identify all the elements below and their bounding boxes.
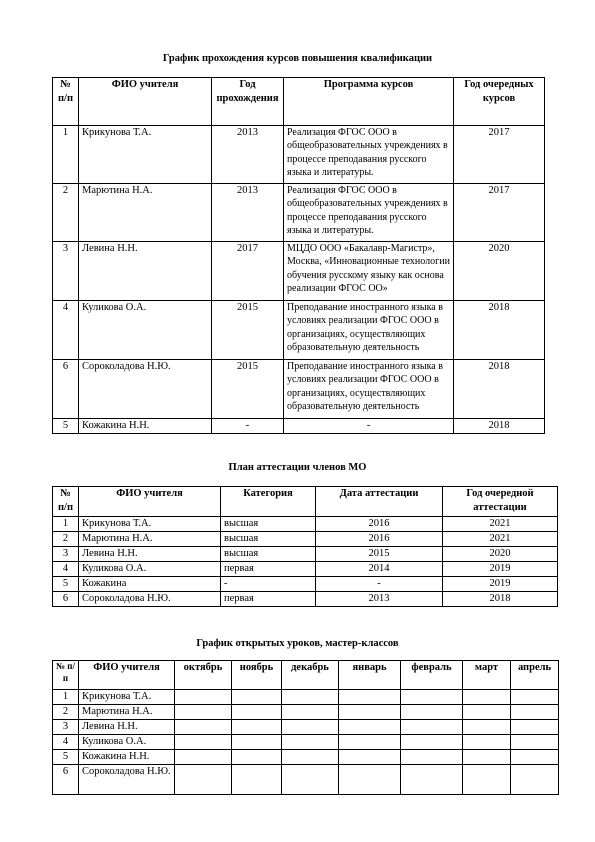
cell-march	[463, 690, 511, 705]
col-march: март	[463, 661, 511, 690]
teacher-name: Кожакина Н.Н.	[79, 419, 212, 434]
table-row	[53, 720, 559, 735]
next-attestation: 2020	[443, 547, 558, 562]
year-completed: 2013	[212, 184, 284, 242]
row-number: 3	[53, 547, 79, 562]
col-january: январь	[339, 661, 401, 690]
table-row	[53, 735, 559, 750]
cell-march	[463, 735, 511, 750]
col-attestation-date: Дата аттестации	[316, 487, 443, 517]
cell-april	[511, 765, 559, 795]
cell-november	[232, 765, 282, 795]
cell-october	[175, 750, 232, 765]
cell-january	[339, 735, 401, 750]
year-completed: 2017	[212, 242, 284, 301]
category: первая	[221, 562, 316, 577]
attestation-date: 2014	[316, 562, 443, 577]
cell-october	[175, 735, 232, 750]
row-number: 5	[53, 577, 79, 592]
category: высшая	[221, 547, 316, 562]
program-name: Преподавание иностранного языка в условиях реализации ФГОС ООО в организациях, осуществляющих образовательную деятельность	[284, 301, 454, 360]
row-number: 3	[53, 720, 79, 735]
cell-january	[339, 765, 401, 795]
table-header-row	[53, 78, 545, 126]
table-row	[53, 765, 559, 795]
table-row	[53, 184, 545, 242]
cell-november	[232, 750, 282, 765]
next-year: 2017	[454, 126, 545, 184]
teacher-name: Сороколадова Н.Ю.	[79, 765, 175, 795]
cell-february	[401, 690, 463, 705]
category: первая	[221, 592, 316, 607]
cell-april	[511, 690, 559, 705]
attestation-date: 2013	[316, 592, 443, 607]
attestation-date: -	[316, 577, 443, 592]
section2-title: План аттестации членов МО	[228, 462, 367, 473]
attestation-date: 2015	[316, 547, 443, 562]
attestation-date: 2016	[316, 532, 443, 547]
row-number: 2	[53, 532, 79, 547]
cell-april	[511, 750, 559, 765]
row-number: 5	[53, 750, 79, 765]
col-teacher: ФИО учителя	[79, 661, 175, 690]
row-number: 6	[53, 592, 79, 607]
program-name: Реализация ФГОС ООО в общеобразовательных учреждениях в процессе преподавания русского языка и литературы.	[284, 184, 454, 242]
cell-january	[339, 690, 401, 705]
cell-march	[463, 720, 511, 735]
col-december: декабрь	[282, 661, 339, 690]
table-row	[53, 301, 545, 360]
cell-february	[401, 735, 463, 750]
table-row	[53, 126, 545, 184]
year-completed: 2015	[212, 301, 284, 360]
teacher-name: Марютина Н.А.	[79, 705, 175, 720]
row-number: 4	[53, 301, 79, 360]
cell-march	[463, 705, 511, 720]
table-row	[53, 517, 558, 532]
next-year: 2018	[454, 360, 545, 419]
row-number: 4	[53, 735, 79, 750]
cell-december	[282, 705, 339, 720]
cell-february	[401, 705, 463, 720]
cell-december	[282, 720, 339, 735]
cell-january	[339, 750, 401, 765]
table-row	[53, 705, 559, 720]
row-number: 6	[53, 360, 79, 419]
section3-title: График открытых уроков, мастер-классов	[196, 638, 399, 649]
cell-december	[282, 750, 339, 765]
cell-january	[339, 720, 401, 735]
section1-title: График прохождения курсов повышения квалификации	[162, 53, 433, 64]
row-number: 5	[53, 419, 79, 434]
table-row	[53, 562, 558, 577]
cell-november	[232, 705, 282, 720]
category: -	[221, 577, 316, 592]
row-number: 1	[53, 517, 79, 532]
row-number: 2	[53, 705, 79, 720]
cell-march	[463, 765, 511, 795]
category: высшая	[221, 532, 316, 547]
teacher-name: Куликова О.А.	[79, 562, 221, 577]
col-next-year: Год очередных курсов	[454, 78, 545, 126]
col-november: ноябрь	[232, 661, 282, 690]
col-february: февраль	[401, 661, 463, 690]
cell-february	[401, 765, 463, 795]
table-row	[53, 690, 559, 705]
category: высшая	[221, 517, 316, 532]
year-completed: -	[212, 419, 284, 434]
cell-november	[232, 735, 282, 750]
col-program: Программа курсов	[284, 78, 454, 126]
cell-november	[232, 720, 282, 735]
next-year: 2018	[454, 301, 545, 360]
col-number: № п/п	[53, 487, 79, 517]
col-next-attestation: Год очередной аттестации	[443, 487, 558, 517]
row-number: 1	[53, 126, 79, 184]
next-year: 2020	[454, 242, 545, 301]
next-attestation: 2018	[443, 592, 558, 607]
cell-april	[511, 735, 559, 750]
col-teacher: ФИО учителя	[79, 78, 212, 126]
cell-april	[511, 720, 559, 735]
cell-december	[282, 765, 339, 795]
teacher-name: Сороколадова Н.Ю.	[79, 592, 221, 607]
row-number: 1	[53, 690, 79, 705]
table-row	[53, 592, 558, 607]
table-row	[53, 532, 558, 547]
cell-november	[232, 690, 282, 705]
year-completed: 2013	[212, 126, 284, 184]
teacher-name: Левина Н.Н.	[79, 720, 175, 735]
cell-january	[339, 705, 401, 720]
row-number: 4	[53, 562, 79, 577]
table-row	[53, 750, 559, 765]
cell-october	[175, 765, 232, 795]
col-category: Категория	[221, 487, 316, 517]
table-row	[53, 242, 545, 301]
next-attestation: 2019	[443, 577, 558, 592]
row-number: 2	[53, 184, 79, 242]
table-row	[53, 360, 545, 419]
col-number: № п/п	[53, 661, 79, 690]
col-year-completed: Год прохождения	[212, 78, 284, 126]
next-year: 2017	[454, 184, 545, 242]
next-attestation: 2021	[443, 517, 558, 532]
cell-february	[401, 750, 463, 765]
cell-october	[175, 720, 232, 735]
teacher-name: Кожакина	[79, 577, 221, 592]
next-year: 2018	[454, 419, 545, 434]
program-name: -	[284, 419, 454, 434]
next-attestation: 2021	[443, 532, 558, 547]
next-attestation: 2019	[443, 562, 558, 577]
cell-march	[463, 750, 511, 765]
cell-february	[401, 720, 463, 735]
table-row	[53, 577, 558, 592]
cell-october	[175, 705, 232, 720]
courses-table	[52, 77, 545, 434]
open-lessons-table	[52, 660, 559, 795]
cell-april	[511, 705, 559, 720]
table-row	[53, 419, 545, 434]
row-number: 6	[53, 765, 79, 795]
teacher-name: Крикунова Т.А.	[79, 517, 221, 532]
col-number: № п/п	[53, 78, 79, 126]
row-number: 3	[53, 242, 79, 301]
col-october: октябрь	[175, 661, 232, 690]
table-header-row	[53, 487, 558, 517]
program-name: МЦДО ООО «Бакалавр-Магистр», Москва, «Инновационные технологии обучения русскому языку как основа реализации ФГОС ОО»	[284, 242, 454, 301]
teacher-name: Сороколадова Н.Ю.	[79, 360, 212, 419]
program-name: Преподавание иностранного языка в условиях реализации ФГОС ООО в организациях, осуществляющих образовательную деятельность	[284, 360, 454, 419]
teacher-name: Левина Н.Н.	[79, 242, 212, 301]
cell-october	[175, 690, 232, 705]
teacher-name: Кожакина Н.Н.	[79, 750, 175, 765]
cell-december	[282, 735, 339, 750]
table-row	[53, 547, 558, 562]
col-april: апрель	[511, 661, 559, 690]
attestation-date: 2016	[316, 517, 443, 532]
teacher-name: Левина Н.Н.	[79, 547, 221, 562]
year-completed: 2015	[212, 360, 284, 419]
teacher-name: Крикунова Т.А.	[79, 690, 175, 705]
cell-december	[282, 690, 339, 705]
teacher-name: Куликова О.А.	[79, 301, 212, 360]
teacher-name: Куликова О.А.	[79, 735, 175, 750]
teacher-name: Крикунова Т.А.	[79, 126, 212, 184]
table-header-row	[53, 661, 559, 690]
attestation-table	[52, 486, 558, 607]
program-name: Реализация ФГОС ООО в общеобразовательных учреждениях в процессе преподавания русского языка и литературы.	[284, 126, 454, 184]
col-teacher: ФИО учителя	[79, 487, 221, 517]
teacher-name: Марютина Н.А.	[79, 184, 212, 242]
teacher-name: Марютина Н.А.	[79, 532, 221, 547]
